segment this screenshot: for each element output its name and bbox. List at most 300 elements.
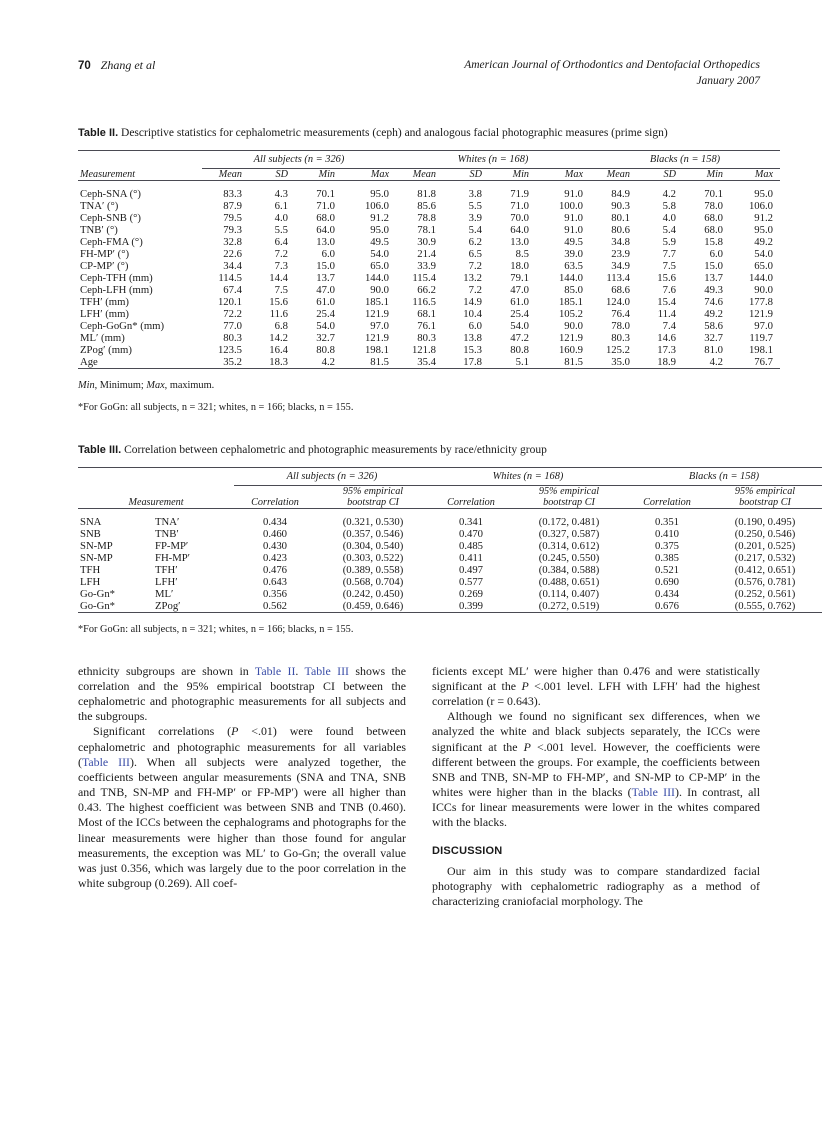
table-2-cell-all-min: 25.4 — [316, 307, 335, 320]
table-2-cell-blacks-min: 4.2 — [709, 355, 723, 368]
table-3-cell-whites-ci: (0.314, 0.612) — [538, 539, 600, 552]
table-2-cell-all-mean: 120.1 — [217, 295, 242, 308]
table-2-cell-whites-sd: 15.3 — [463, 343, 482, 356]
running-head-left — [78, 58, 155, 73]
table-3-group-whites: Whites (n = 168) — [492, 470, 564, 482]
table-3-cell-all-ci: (0.303, 0.522) — [342, 551, 404, 564]
table-2-header-blacks-max: Max — [754, 169, 773, 181]
table-2-cell-all-max: 185.1 — [364, 295, 389, 308]
table-3-cell-photo: LFH′ — [155, 575, 178, 588]
table-2-cell-whites-sd: 3.8 — [468, 187, 482, 200]
table-2-cell-whites-max: 81.5 — [564, 355, 583, 368]
table-2-cell-measurement: FH-MP′ (°) — [80, 247, 130, 260]
table-3-cell-blacks-ci: (0.252, 0.561) — [734, 587, 796, 600]
table-2-block — [78, 126, 773, 415]
table-2-cell-whites-mean: 81.8 — [417, 187, 436, 200]
table-2-row — [78, 320, 780, 332]
table-2-cell-whites-mean: 66.2 — [417, 283, 436, 296]
table-2-cell-measurement: LFH′ (mm) — [80, 307, 129, 320]
table-2-cell-blacks-sd: 15.6 — [657, 271, 676, 284]
r1-text-a: ficients except ML′ were higher than 0.476 and were statistically significant at the — [432, 663, 760, 693]
table-2-cell-all-min: 70.1 — [316, 187, 335, 200]
table-2-cell-all-sd: 6.8 — [274, 319, 288, 332]
table-2-cell-blacks-min: 78.0 — [704, 199, 723, 212]
table-2-cell-measurement: ML′ (mm) — [80, 331, 125, 344]
page-number: 70 — [78, 60, 91, 72]
table-2-row — [78, 332, 780, 344]
table-2-cell-blacks-max: 90.0 — [754, 283, 773, 296]
table-3-cell-ceph: SN-MP — [80, 551, 113, 564]
table-2-cell-all-min: 71.0 — [316, 199, 335, 212]
table-2-cell-whites-sd: 6.5 — [468, 247, 482, 260]
table-2-header-all-mean: Mean — [218, 169, 242, 181]
table-2-cell-all-min: 6.0 — [321, 247, 335, 260]
paragraph-significant-correlations — [78, 724, 406, 891]
table-2-cell-blacks-max: 198.1 — [748, 343, 773, 356]
running-head-right — [464, 58, 760, 89]
table-2-cell-whites-max: 144.0 — [558, 271, 583, 284]
table-3-cell-whites-ci: (0.384, 0.588) — [538, 563, 600, 576]
table-2-cell-blacks-sd: 7.7 — [662, 247, 676, 260]
table-2-cell-blacks-sd: 4.0 — [662, 211, 676, 224]
table-2-cell-all-max: 90.0 — [370, 283, 389, 296]
table-2-cell-all-max: 81.5 — [370, 355, 389, 368]
table-2-cell-whites-min: 13.0 — [510, 235, 529, 248]
table-2-cell-all-min: 32.7 — [316, 331, 335, 344]
r1-text-b: <.001 level. LFH with LFH′ had the highest correlation (r = 0.643). — [432, 678, 761, 708]
table-3-cell-whites-correlation: 0.269 — [458, 587, 484, 600]
table-2-cell-blacks-min: 68.0 — [704, 211, 723, 224]
table-3-bottom-rule — [78, 612, 822, 615]
table-2-cell-whites-sd: 3.9 — [468, 211, 482, 224]
table-2-cell-blacks-sd: 5.9 — [662, 235, 676, 248]
table-3-cell-ceph: SNB — [80, 527, 101, 540]
table-2-header-measurement: Measurement — [80, 169, 136, 181]
table-3-header-blacks-correlation: Correlation — [643, 497, 691, 509]
table-2-cell-all-sd: 4.3 — [274, 187, 288, 200]
table-2-cell-measurement: Age — [80, 355, 98, 368]
p2-italic-p: P — [231, 724, 239, 739]
table-3-row — [78, 512, 822, 528]
table-2-cell-all-min: 15.0 — [316, 259, 335, 272]
r2-text-b: <.001 level. However, the coefficients were different between the groups. For example, the coefficients between SNB and TNB, SN-MP to FH-MP′, and SN-MP to CP-MP′ in the whites were higher than in the blacks ( — [432, 739, 760, 800]
table-2-cell-all-mean: 34.4 — [223, 259, 242, 272]
body-column-right — [432, 664, 760, 909]
table-2-cell-blacks-min: 15.0 — [704, 259, 723, 272]
table-3-cell-blacks-correlation: 0.385 — [654, 551, 680, 564]
table-2-cell-whites-min: 79.1 — [510, 271, 529, 284]
table-2-cell-all-min: 68.0 — [316, 211, 335, 224]
table-2-cell-all-min: 13.7 — [316, 271, 335, 284]
table-2-cell-all-max: 91.2 — [370, 211, 389, 224]
table-3-cell-blacks-ci: (0.201, 0.525) — [734, 539, 796, 552]
table-2-cell-whites-max: 49.5 — [564, 235, 583, 248]
running-head-authors: Zhang et al — [100, 58, 156, 72]
table-3-cell-blacks-ci: (0.412, 0.651) — [734, 563, 796, 576]
table-3-cell-blacks-ci: (0.576, 0.781) — [734, 575, 796, 588]
table-2-group-all: All subjects (n = 326) — [253, 153, 345, 165]
table-2-cell-measurement: Ceph-SNB (°) — [80, 211, 141, 224]
table-3-cell-all-correlation: 0.430 — [262, 539, 288, 552]
table-2-cell-all-min: 61.0 — [316, 295, 335, 308]
table-2-cell-blacks-mean: 113.4 — [606, 271, 630, 284]
table-3-cell-all-correlation: 0.434 — [262, 515, 288, 528]
table-2-cell-whites-max: 63.5 — [564, 259, 583, 272]
table-2-row — [78, 248, 780, 260]
p2-text-b: <.01) were found between cephalometric and photographic measurements for all variables ( — [78, 724, 406, 769]
ci-line-2: bootstrap CI — [347, 497, 399, 509]
table-2-cell-measurement: Ceph-SNA (°) — [80, 187, 141, 200]
table-2-cell-all-sd: 7.3 — [274, 259, 288, 272]
table-2-cell-measurement: ZPog′ (mm) — [80, 343, 132, 356]
table-2-cell-blacks-sd: 14.6 — [657, 331, 676, 344]
table-3-header-all-correlation: Correlation — [251, 497, 299, 509]
table-2-cell-all-min: 64.0 — [316, 223, 335, 236]
link-table-3[interactable]: Table III — [304, 663, 350, 678]
table-2-cell-blacks-mean: 76.4 — [611, 307, 630, 320]
table-2-cell-whites-min: 25.4 — [510, 307, 529, 320]
table-2-cell-whites-min: 71.9 — [510, 187, 529, 200]
table-2-cell-all-max: 95.0 — [370, 187, 389, 200]
table-2-cell-blacks-min: 15.8 — [704, 235, 723, 248]
table-2-group-whites: Whites (n = 168) — [457, 153, 529, 165]
table-2-cell-whites-mean: 33.9 — [417, 259, 436, 272]
table-2-cell-blacks-sd: 15.4 — [657, 295, 676, 308]
table-2-cell-whites-min: 80.8 — [510, 343, 529, 356]
table-3-cell-all-ci: (0.242, 0.450) — [342, 587, 404, 600]
table-2-row — [78, 356, 780, 369]
link-table-3[interactable]: Table III — [631, 785, 675, 800]
table-3 — [78, 467, 822, 615]
table-2-cell-whites-sd: 13.8 — [463, 331, 482, 344]
table-3-cell-blacks-correlation: 0.410 — [654, 527, 680, 540]
table-3-cell-whites-ci: (0.172, 0.481) — [538, 515, 600, 528]
table-2-bottom-rule — [78, 368, 780, 371]
table-3-cell-ceph: TFH — [80, 563, 101, 576]
table-3-cell-whites-ci: (0.488, 0.651) — [538, 575, 600, 588]
table-2 — [78, 150, 780, 371]
table-3-cell-all-ci: (0.357, 0.546) — [342, 527, 404, 540]
table-2-cell-all-sd: 11.6 — [269, 307, 288, 320]
table-2-cell-blacks-max: 177.8 — [748, 295, 773, 308]
table-2-cell-all-max: 95.0 — [370, 223, 389, 236]
table-3-row — [78, 540, 822, 552]
table-2-cell-whites-mean: 78.1 — [417, 223, 436, 236]
table-2-cell-whites-max: 90.0 — [564, 319, 583, 332]
table-2-cell-all-max: 97.0 — [370, 319, 389, 332]
table-2-row — [78, 224, 780, 236]
table-2-cell-blacks-sd: 7.6 — [662, 283, 676, 296]
paragraph-discussion-opening: Our aim in this study was to compare standardized facial photography with cephalometric radiography as a method of characterizing craniofacial morphology. The — [432, 863, 760, 908]
table-3-cell-whites-correlation: 0.485 — [458, 539, 484, 552]
table-2-row — [78, 308, 780, 320]
table-2-cell-blacks-max: 76.7 — [754, 355, 773, 368]
table-2-footnote-star: *For GoGn: all subjects, n = 321; whites, n = 166; blacks, n = 155. — [78, 401, 354, 413]
table-2-cell-whites-max: 121.9 — [558, 331, 583, 344]
table-2-cell-blacks-mean: 34.8 — [611, 235, 630, 248]
table-2-column-headers — [78, 169, 780, 181]
ci-line-2: bootstrap CI — [543, 497, 595, 509]
table-3-group-spacer — [78, 471, 234, 482]
paragraph-coefficients — [432, 664, 760, 710]
p1-text-b: . — [295, 663, 305, 678]
table-2-cell-all-sd: 6.1 — [274, 199, 288, 212]
table-2-header-all-max: Max — [370, 169, 389, 181]
ci-line-2: bootstrap CI — [739, 497, 791, 509]
table-2-row — [78, 284, 780, 296]
table-3-cell-all-correlation: 0.356 — [262, 587, 288, 600]
table-2-cell-measurement: Ceph-TFH (mm) — [80, 271, 153, 284]
table-2-cell-all-mean: 123.5 — [217, 343, 242, 356]
table-3-cell-whites-ci: (0.272, 0.519) — [538, 599, 600, 612]
table-2-cell-whites-min: 64.0 — [510, 223, 529, 236]
table-2-cell-whites-max: 91.0 — [564, 187, 583, 200]
table-3-header-blacks-ci — [708, 486, 822, 509]
table-3-header-whites-ci — [512, 486, 626, 509]
journal-issue: January 2007 — [696, 74, 760, 87]
table-2-cell-blacks-min: 58.6 — [704, 319, 723, 332]
table-3-row — [78, 588, 822, 600]
table-2-row — [78, 344, 780, 356]
table-3-cell-all-ci: (0.568, 0.704) — [342, 575, 404, 588]
table-2-cell-whites-sd: 17.8 — [463, 355, 482, 368]
table-2-cell-all-min: 4.2 — [321, 355, 335, 368]
table-2-cell-all-mean: 32.8 — [223, 235, 242, 248]
table-2-cell-blacks-mean: 84.9 — [611, 187, 630, 200]
table-2-cell-blacks-mean: 68.6 — [611, 283, 630, 296]
table-2-cell-blacks-sd: 5.8 — [662, 199, 676, 212]
table-2-cell-blacks-mean: 90.3 — [611, 199, 630, 212]
table-2-cell-all-sd: 14.2 — [269, 331, 288, 344]
link-table-2[interactable]: Table II — [254, 663, 296, 678]
table-2-cell-all-max: 144.0 — [364, 271, 389, 284]
table-2-cell-blacks-sd: 4.2 — [662, 187, 676, 200]
table-3-cell-blacks-correlation: 0.690 — [654, 575, 680, 588]
paragraph-sex-differences — [432, 709, 760, 830]
table-3-block — [78, 443, 796, 638]
table-2-header-all-min: Min — [318, 169, 335, 181]
table-2-cell-all-mean: 22.6 — [223, 247, 242, 260]
table-3-column-headers — [78, 486, 822, 509]
table-2-header-whites-min: Min — [512, 169, 529, 181]
r1-italic-p: P — [521, 678, 529, 693]
table-3-cell-all-correlation: 0.423 — [262, 551, 288, 564]
table-2-cell-blacks-mean: 80.1 — [611, 211, 630, 224]
table-3-header-whites-correlation: Correlation — [447, 497, 495, 509]
table-3-row — [78, 564, 822, 576]
table-2-cell-all-mean: 87.9 — [223, 199, 242, 212]
footnote-min-rest: , Minimum; — [94, 380, 147, 392]
table-2-cell-all-mean: 79.3 — [223, 223, 242, 236]
table-2-cell-blacks-max: 49.2 — [754, 235, 773, 248]
table-2-group-spacer — [78, 154, 202, 165]
table-2-cell-all-mean: 83.3 — [223, 187, 242, 200]
table-2-cell-whites-mean: 68.1 — [417, 307, 436, 320]
table-2-group-row — [78, 154, 780, 165]
table-2-cell-whites-mean: 121.8 — [411, 343, 436, 356]
table-3-group-row — [78, 471, 822, 482]
table-2-cell-blacks-max: 95.0 — [754, 223, 773, 236]
table-2-cell-blacks-max: 91.2 — [754, 211, 773, 224]
table-3-cell-blacks-ci: (0.217, 0.532) — [734, 551, 796, 564]
r2-italic-p: P — [523, 739, 531, 754]
table-2-caption-text: Descriptive statistics for cephalometric measurements (ceph) and analogous facial photographic measures (prime sign) — [121, 127, 668, 139]
table-2-cell-whites-mean: 30.9 — [417, 235, 436, 248]
table-2-cell-blacks-mean: 78.0 — [611, 319, 630, 332]
table-3-group-all: All subjects (n = 326) — [286, 470, 378, 482]
table-2-cell-whites-sd: 7.2 — [468, 283, 482, 296]
table-3-cell-blacks-ci: (0.190, 0.495) — [734, 515, 796, 528]
table-2-header-whites-max: Max — [564, 169, 583, 181]
table-2-cell-measurement: TNA′ (°) — [80, 199, 119, 212]
table-2-cell-blacks-sd: 17.3 — [657, 343, 676, 356]
table-2-cell-all-sd: 7.5 — [274, 283, 288, 296]
ci-line-1: 95% empirical — [342, 486, 404, 498]
table-2-header-blacks-sd: SD — [663, 169, 676, 181]
table-2-cell-whites-sd: 5.5 — [468, 199, 482, 212]
table-2-row — [78, 200, 780, 212]
table-2-header-whites-mean: Mean — [412, 169, 436, 181]
table-3-cell-whites-ci: (0.114, 0.407) — [538, 587, 600, 600]
footnote-max-rest: , maximum. — [164, 380, 215, 392]
table-2-cell-all-sd: 18.3 — [269, 355, 288, 368]
table-3-label: Table III. — [78, 444, 122, 457]
table-2-cell-all-sd: 14.4 — [269, 271, 288, 284]
table-3-cell-blacks-ci: (0.250, 0.546) — [734, 527, 796, 540]
table-2-cell-whites-mean: 21.4 — [417, 247, 436, 260]
table-2-row — [78, 296, 780, 308]
table-2-cell-measurement: Ceph-LFH (mm) — [80, 283, 153, 296]
table-2-cell-measurement: Ceph-GoGn* (mm) — [80, 319, 165, 332]
table-2-cell-whites-mean: 80.3 — [417, 331, 436, 344]
table-2-cell-all-min: 80.8 — [316, 343, 335, 356]
table-2-cell-all-mean: 80.3 — [223, 331, 242, 344]
table-2-cell-whites-max: 85.0 — [564, 283, 583, 296]
table-2-cell-whites-max: 185.1 — [558, 295, 583, 308]
table-3-row — [78, 600, 822, 613]
body-column-left — [78, 664, 406, 909]
table-2-cell-blacks-sd: 18.9 — [657, 355, 676, 368]
table-2-group-blacks: Blacks (n = 158) — [649, 153, 721, 165]
table-2-header-all-sd: SD — [275, 169, 288, 181]
table-2-cell-all-mean: 79.5 — [223, 211, 242, 224]
table-2-cell-blacks-min: 70.1 — [704, 187, 723, 200]
table-2-cell-whites-min: 54.0 — [510, 319, 529, 332]
table-3-cell-blacks-correlation: 0.434 — [654, 587, 680, 600]
table-2-cell-all-sd: 7.2 — [274, 247, 288, 260]
table-2-row — [78, 272, 780, 284]
table-2-cell-whites-max: 91.0 — [564, 211, 583, 224]
table-2-cell-whites-mean: 116.5 — [412, 295, 436, 308]
table-2-cell-whites-mean: 85.6 — [417, 199, 436, 212]
table-3-cell-ceph: SNA — [80, 515, 102, 528]
table-2-cell-blacks-max: 119.7 — [749, 331, 773, 344]
table-2-cell-whites-sd: 14.9 — [463, 295, 482, 308]
table-2-cell-blacks-max: 106.0 — [748, 199, 773, 212]
table-2-cell-all-min: 13.0 — [316, 235, 335, 248]
table-3-footnotes — [78, 622, 760, 637]
table-2-cell-blacks-min: 81.0 — [704, 343, 723, 356]
section-heading-discussion: DISCUSSION — [432, 844, 503, 857]
table-2-cell-whites-mean: 78.8 — [417, 211, 436, 224]
table-2-cell-all-max: 106.0 — [364, 199, 389, 212]
table-2-cell-blacks-min: 68.0 — [704, 223, 723, 236]
table-2-footnote-abbreviations — [78, 378, 760, 393]
r2-text-a: Although we found no significant sex differences, when we analyzed the white and black subjects separately, the ICCs were significant at the — [432, 709, 760, 754]
table-2-cell-whites-min: 18.0 — [510, 259, 529, 272]
table-2-cell-blacks-min: 6.0 — [709, 247, 723, 260]
table-2-cell-whites-mean: 35.4 — [417, 355, 436, 368]
table-3-row — [78, 576, 822, 588]
table-3-cell-ceph: SN-MP — [80, 539, 113, 552]
table-3-cell-blacks-ci: (0.555, 0.762) — [734, 599, 796, 612]
table-3-caption — [78, 443, 760, 458]
table-2-cell-blacks-max: 95.0 — [754, 187, 773, 200]
footnote-min-italic: Min — [78, 380, 95, 392]
table-2-cell-whites-min: 47.2 — [510, 331, 529, 344]
table-2-cell-blacks-mean: 125.2 — [605, 343, 630, 356]
table-3-cell-photo: TFH′ — [155, 563, 178, 576]
table-3-cell-blacks-correlation: 0.351 — [654, 515, 680, 528]
table-2-cell-all-max: 49.5 — [370, 235, 389, 248]
table-2-cell-whites-sd: 13.2 — [463, 271, 482, 284]
table-2-cell-all-max: 121.9 — [364, 331, 389, 344]
table-3-cell-blacks-correlation: 0.676 — [654, 599, 680, 612]
table-2-cell-blacks-max: 144.0 — [748, 271, 773, 284]
table-2-row — [78, 212, 780, 224]
table-2-footnotes — [78, 378, 760, 415]
p1-text-c: shows the correlation and the 95% empirical bootstrap CI between the cephalometric and photographic measurements for all subjects and the subgroups. — [78, 663, 406, 724]
table-2-cell-all-mean: 67.4 — [223, 283, 242, 296]
table-2-cell-blacks-sd: 7.4 — [662, 319, 676, 332]
table-2-cell-blacks-sd: 7.5 — [662, 259, 676, 272]
table-3-cell-all-ci: (0.321, 0.530) — [342, 515, 404, 528]
table-2-cell-blacks-max: 65.0 — [754, 259, 773, 272]
table-2-cell-blacks-min: 13.7 — [704, 271, 723, 284]
link-table-3[interactable]: Table III — [81, 754, 130, 769]
footnote-max-italic: Max — [146, 380, 165, 392]
table-3-caption-text: Correlation between cephalometric and photographic measurements by race/ethnicity group — [124, 444, 547, 457]
table-2-cell-whites-max: 39.0 — [564, 247, 583, 260]
table-2-cell-measurement: Ceph-FMA (°) — [80, 235, 143, 248]
table-3-cell-photo: TNA′ — [155, 515, 180, 528]
table-3-cell-photo: TNB′ — [155, 527, 179, 540]
table-2-row — [78, 184, 780, 200]
table-3-cell-blacks-correlation: 0.521 — [654, 563, 680, 576]
table-3-cell-ceph: LFH — [80, 575, 101, 588]
table-2-cell-blacks-max: 97.0 — [754, 319, 773, 332]
table-2-cell-whites-sd: 6.0 — [468, 319, 482, 332]
table-2-cell-all-min: 47.0 — [316, 283, 335, 296]
table-2-caption — [78, 126, 760, 141]
table-2-cell-blacks-max: 121.9 — [748, 307, 773, 320]
table-3-cell-whites-ci: (0.327, 0.587) — [538, 527, 600, 540]
table-3-cell-all-correlation: 0.562 — [262, 599, 288, 612]
table-2-cell-whites-min: 47.0 — [510, 283, 529, 296]
table-3-group-blacks: Blacks (n = 158) — [688, 470, 760, 482]
table-2-cell-measurement: TNB′ (°) — [80, 223, 118, 236]
table-3-cell-photo: FH-MP′ — [155, 551, 191, 564]
table-2-cell-blacks-mean: 80.3 — [611, 331, 630, 344]
table-3-cell-all-ci: (0.389, 0.558) — [342, 563, 404, 576]
table-2-cell-all-sd: 16.4 — [269, 343, 288, 356]
table-2-cell-whites-max: 91.0 — [564, 223, 583, 236]
table-2-cell-all-max: 65.0 — [370, 259, 389, 272]
table-2-cell-whites-min: 61.0 — [510, 295, 529, 308]
table-2-row — [78, 260, 780, 272]
ci-line-1: 95% empirical — [538, 486, 600, 498]
table-2-cell-blacks-min: 49.2 — [704, 307, 723, 320]
